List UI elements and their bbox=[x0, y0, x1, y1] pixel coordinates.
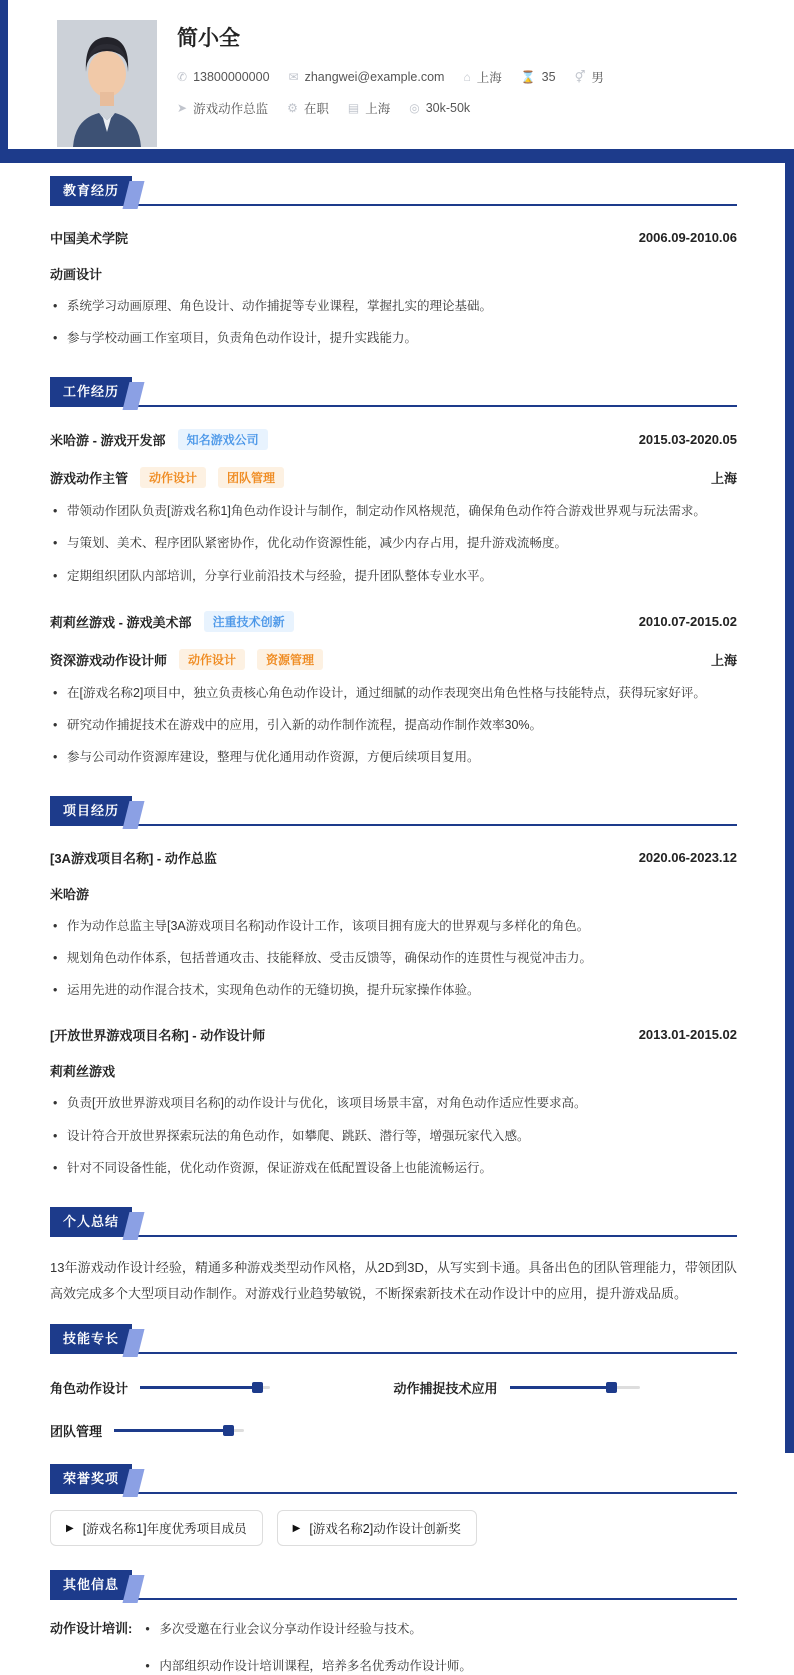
gender-icon: ⚥ bbox=[574, 70, 586, 84]
school-name: 中国美术学院 bbox=[50, 231, 129, 246]
other-bullet: • 多次受邀在行业会议分享动作设计经验与技术。 bbox=[142, 1620, 737, 1638]
skill-label: 动作捕捉技术应用 bbox=[393, 1381, 498, 1397]
skill-slider-handle[interactable] bbox=[252, 1382, 263, 1393]
education-bullet: • 系统学习动画原理、角色设计、动作捕捉等专业课程，掌握扎实的理论基础。 bbox=[50, 297, 737, 315]
skill-slider-fill bbox=[140, 1386, 257, 1389]
company-name: 米哈游 - 游戏开发部 bbox=[50, 433, 166, 449]
play-triangle-icon: ▶ bbox=[292, 1522, 301, 1534]
project-bullet: • 运用先进的动作混合技术，实现角色动作的无缝切换，提升玩家操作体验。 bbox=[50, 981, 737, 999]
section-badge-skills: 技能专长 bbox=[50, 1324, 132, 1352]
work-bullet-list bbox=[50, 684, 737, 766]
section-header-work bbox=[50, 377, 737, 407]
contact-gender-value: 男 bbox=[591, 71, 604, 85]
section-header-other bbox=[50, 1570, 737, 1600]
play-triangle-icon: ▶ bbox=[66, 1522, 74, 1534]
project-name: [开放世界游戏项目名称] - 动作设计师 bbox=[50, 1028, 266, 1044]
other-bullet-list bbox=[142, 1620, 737, 1675]
skill-item bbox=[50, 1421, 394, 1440]
contact-city-value: 上海 bbox=[476, 71, 502, 85]
company-name: 莉莉丝游戏 - 游戏美术部 bbox=[50, 614, 192, 630]
skill-label: 团队管理 bbox=[50, 1424, 103, 1440]
education-entry bbox=[50, 228, 737, 347]
home-icon: ⌂ bbox=[463, 70, 471, 84]
skill-slider-handle[interactable] bbox=[606, 1382, 617, 1393]
project-entry bbox=[50, 848, 737, 999]
contact-phone-value: 13800000000 bbox=[193, 70, 270, 84]
project-company: 米哈游 bbox=[50, 887, 90, 902]
target-position bbox=[177, 99, 268, 117]
role-tag: 资源管理 bbox=[257, 649, 323, 670]
project-bullet: • 负责[开放世界游戏项目名称]的动作设计与优化，该项目场景丰富，对角色动作适应性要求高。 bbox=[50, 1094, 737, 1112]
education-bullet: • 参与学校动画工作室项目，负责角色动作设计，提升实践能力。 bbox=[50, 329, 737, 347]
section-badge-summary: 个人总结 bbox=[50, 1207, 132, 1235]
honor-label: [游戏名称1]年度优秀项目成员 bbox=[82, 1522, 247, 1537]
education-period: 2006.09-2010.06 bbox=[638, 230, 737, 245]
project-company: 莉莉丝游戏 bbox=[50, 1064, 116, 1080]
personal-summary: 13年游戏动作设计经验，精通多种游戏类型动作风格，从2D到3D，从写实到卡通。具备出色的团队管理能力，带领团队高效完成多个大型项目动作制作。对游戏行业趋势敏锐，不断探索新技术在动作设计中的应用，提升游戏品质。 bbox=[50, 1259, 737, 1302]
expected-salary bbox=[409, 101, 470, 115]
section-header-skills bbox=[50, 1324, 737, 1354]
work-entry bbox=[50, 429, 737, 584]
city-icon: ▤ bbox=[347, 101, 360, 115]
education-bullet-list bbox=[50, 297, 737, 347]
skill-slider-fill bbox=[510, 1386, 611, 1389]
project-bullet: • 针对不同设备性能，优化动作资源，保证游戏在低配置设备上也能流畅运行。 bbox=[50, 1159, 737, 1177]
skill-slider[interactable] bbox=[510, 1386, 640, 1389]
position-icon: ➤ bbox=[177, 101, 188, 115]
skills-grid bbox=[50, 1378, 737, 1440]
work-bullet: • 定期组织团队内部培训，分享行业前沿技术与经验，提升团队整体专业水平。 bbox=[50, 567, 737, 585]
project-bullet-list bbox=[50, 917, 737, 999]
honors-row bbox=[50, 1510, 737, 1546]
section-badge-honors: 荣誉奖项 bbox=[50, 1464, 132, 1492]
work-location: 上海 bbox=[710, 652, 737, 668]
job-title: 资深游戏动作设计师 bbox=[50, 652, 168, 668]
contact-row-2 bbox=[177, 99, 623, 117]
project-bullet-list bbox=[50, 1094, 737, 1176]
work-entry bbox=[50, 611, 737, 766]
contact-gender bbox=[575, 68, 604, 86]
work-bullet-list bbox=[50, 502, 737, 584]
other-info bbox=[50, 1620, 737, 1675]
section-header-honors bbox=[50, 1464, 737, 1494]
project-bullet: • 作为动作总监主导[3A游戏项目名称]动作设计工作，该项目拥有庞大的世界观与多样化的角色。 bbox=[50, 917, 737, 935]
project-period: 2020.06-2023.12 bbox=[638, 850, 737, 865]
job-title: 游戏动作主管 bbox=[50, 471, 129, 487]
skill-slider-fill bbox=[114, 1429, 228, 1432]
contact-row-1 bbox=[177, 68, 623, 86]
candidate-name: 简小全 bbox=[177, 27, 240, 50]
contact-email bbox=[289, 70, 445, 84]
skill-slider[interactable] bbox=[140, 1386, 270, 1389]
frame-left-bar bbox=[0, 0, 8, 163]
target-position-value: 游戏动作总监 bbox=[193, 102, 269, 116]
contact-email-value: zhangwei@example.com bbox=[304, 70, 445, 84]
salary-icon: ◎ bbox=[409, 101, 420, 115]
job-status-value: 在职 bbox=[303, 102, 329, 116]
section-header-projects bbox=[50, 796, 737, 826]
frame-right-bar bbox=[785, 149, 794, 1453]
company-tag: 注重技术创新 bbox=[204, 611, 294, 632]
age-icon: ⌛ bbox=[520, 70, 536, 84]
job-status bbox=[287, 99, 329, 117]
other-bullet: • 内部组织动作设计培训课程，培养多名优秀动作设计师。 bbox=[142, 1657, 737, 1675]
honor-item[interactable] bbox=[277, 1510, 477, 1546]
skill-item bbox=[50, 1378, 394, 1397]
contact-age bbox=[521, 70, 556, 84]
status-icon: ⚙ bbox=[287, 101, 298, 115]
target-city bbox=[348, 99, 390, 117]
skill-label: 角色动作设计 bbox=[50, 1381, 129, 1397]
work-bullet: • 参与公司动作资源库建设，整理与优化通用动作资源，方便后续项目复用。 bbox=[50, 748, 737, 766]
skill-slider[interactable] bbox=[114, 1429, 244, 1432]
resume-header bbox=[0, 0, 794, 149]
work-period: 2010.07-2015.02 bbox=[638, 613, 737, 629]
target-city-value: 上海 bbox=[365, 102, 391, 116]
work-bullet: • 在[游戏名称2]项目中，独立负责核心角色动作设计，通过细腻的动作表现突出角色性格与技能特点，获得玩家好评。 bbox=[50, 684, 737, 702]
role-tag: 团队管理 bbox=[218, 467, 284, 488]
section-header-summary bbox=[50, 1207, 737, 1237]
phone-icon: ✆ bbox=[177, 70, 188, 84]
project-entry bbox=[50, 1025, 737, 1176]
major-name: 动画设计 bbox=[50, 267, 103, 282]
profile-photo bbox=[57, 20, 157, 147]
project-period: 2013.01-2015.02 bbox=[638, 1027, 737, 1043]
section-badge-other: 其他信息 bbox=[50, 1570, 132, 1598]
work-bullet: • 研究动作捕捉技术在游戏中的应用，引入新的动作制作流程，提高动作制作效率30%。 bbox=[50, 716, 737, 734]
section-badge-projects: 项目经历 bbox=[50, 796, 132, 824]
section-header-education bbox=[50, 176, 737, 206]
honor-item[interactable] bbox=[50, 1510, 263, 1546]
frame-top-band bbox=[0, 149, 794, 163]
profile-photo-illustration bbox=[57, 20, 157, 147]
honor-label: [游戏名称2]动作设计创新奖 bbox=[309, 1522, 461, 1537]
project-name: [3A游戏项目名称] - 动作总监 bbox=[50, 851, 217, 866]
contact-phone bbox=[177, 70, 270, 84]
role-tag: 动作设计 bbox=[179, 649, 245, 670]
expected-salary-value: 30k-50k bbox=[425, 101, 471, 115]
work-bullet: • 带领动作团队负责[游戏名称1]角色动作设计与制作，制定动作风格规范，确保角色动作符合游戏世界观与玩法需求。 bbox=[50, 502, 737, 520]
skill-item bbox=[394, 1378, 738, 1397]
contact-city bbox=[463, 68, 501, 86]
work-period: 2015.03-2020.05 bbox=[638, 432, 737, 448]
project-bullet: • 规划角色动作体系，包括普通攻击、技能释放、受击反馈等，确保动作的连贯性与视觉冲击力。 bbox=[50, 949, 737, 967]
mail-icon: ✉ bbox=[288, 70, 299, 84]
contact-age-value: 35 bbox=[541, 70, 556, 84]
section-badge-education: 教育经历 bbox=[50, 176, 132, 204]
section-badge-work: 工作经历 bbox=[50, 377, 132, 405]
skill-slider-handle[interactable] bbox=[223, 1425, 234, 1436]
role-tag: 动作设计 bbox=[140, 467, 206, 488]
company-tag: 知名游戏公司 bbox=[178, 429, 268, 450]
other-info-label: 动作设计培训: bbox=[50, 1621, 133, 1637]
project-bullet: • 设计符合开放世界探索玩法的角色动作，如攀爬、跳跃、潜行等，增强玩家代入感。 bbox=[50, 1127, 737, 1145]
work-location: 上海 bbox=[710, 471, 737, 487]
work-bullet: • 与策划、美术、程序团队紧密协作，优化动作资源性能，减少内存占用，提升游戏流畅度。 bbox=[50, 534, 737, 552]
